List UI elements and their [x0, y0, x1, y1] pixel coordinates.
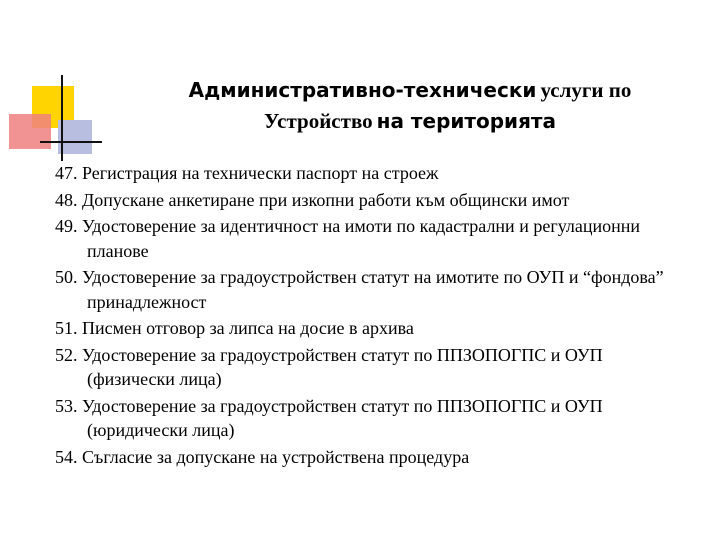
- title-line-1-part-1: Административно-технически: [188, 78, 537, 102]
- title-line-1: [140, 76, 680, 107]
- title-line-2-part-2: на територията: [376, 109, 556, 133]
- list-item: 54. Съгласие за допускане на устройствена процедура: [55, 446, 470, 467]
- logo-vertical-line: [61, 75, 63, 161]
- list-item: 48. Допускане анкетиране при изкопни работи към общински имот: [55, 189, 570, 210]
- service-list: [55, 161, 665, 471]
- decorative-logo: [0, 0, 120, 160]
- title-line-1-part-2: услуги по: [540, 78, 632, 102]
- list-item: 52. Удостоверение за градоустройствен статут по ППЗОПОГПС и ОУП (физически лица): [55, 344, 603, 390]
- logo-horizontal-line: [40, 141, 102, 143]
- logo-red-square: [9, 114, 51, 149]
- title-line-2-part-1: Устройство: [263, 109, 373, 133]
- list-item: 47. Регистрация на технически паспорт на строеж: [55, 163, 439, 183]
- list-item: 51. Писмен отговор за липса на досие в архива: [55, 318, 414, 339]
- logo-blue-square: [58, 120, 92, 154]
- title-line-2: [140, 107, 680, 138]
- list-item: 50. Удостоверение за градоустройствен статут на имотите по ОУП и “фондова” принадлежност: [55, 267, 664, 312]
- slide-title: [140, 76, 680, 138]
- list-item: 49. Удостоверение за идентичност на имоти по кадастрални и регулационни планове: [55, 216, 641, 261]
- list-item: 53. Удостоверение за градоустройствен статут по ППЗОПОГПС и ОУП (юридически лица): [55, 395, 603, 441]
